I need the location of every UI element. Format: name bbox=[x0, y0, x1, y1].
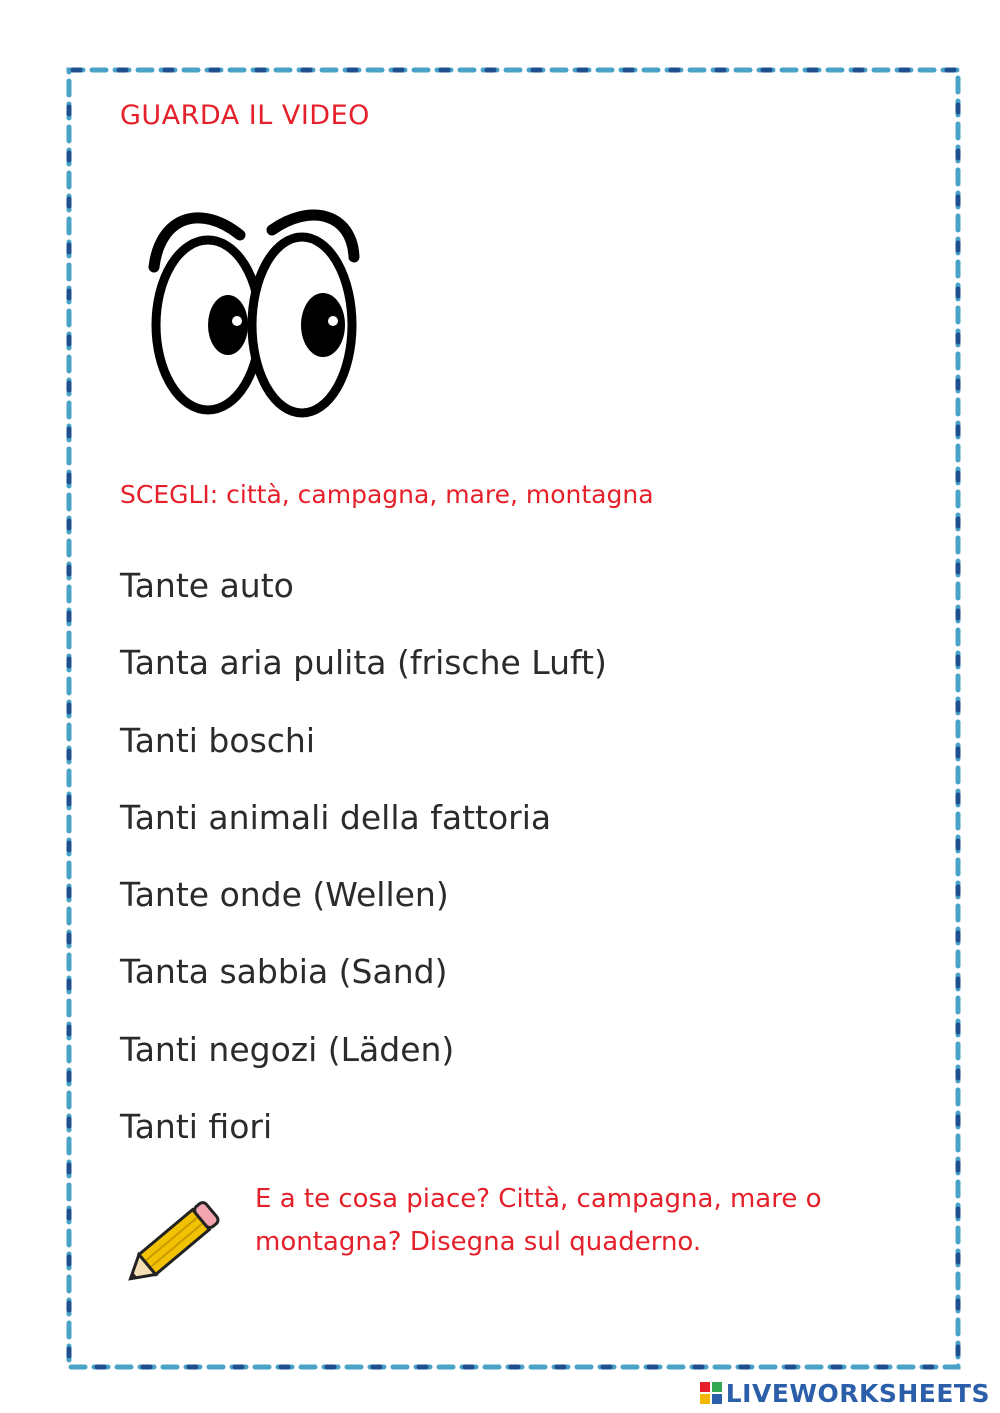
question-line-2: montagna? Disegna sul quaderno. bbox=[255, 1227, 702, 1257]
liveworksheets-brand bbox=[699, 1377, 990, 1409]
eyes-illustration bbox=[140, 195, 370, 425]
list-item: Tanti boschi bbox=[120, 720, 315, 760]
page-title: GUARDA IL VIDEO bbox=[120, 100, 370, 131]
closing-question bbox=[255, 1178, 895, 1264]
list-item: Tanti animali della fattoria bbox=[120, 797, 552, 837]
list-item: Tanti negozi (Läden) bbox=[120, 1029, 455, 1069]
instruction-text: SCEGLI: città, campagna, mare, montagna bbox=[120, 480, 654, 509]
list-item: Tanta sabbia (Sand) bbox=[120, 952, 448, 992]
list-item: Tante onde (Wellen) bbox=[120, 875, 449, 915]
list-item: Tante auto bbox=[120, 566, 294, 605]
liveworksheets-logo bbox=[699, 1381, 723, 1405]
statement-list bbox=[120, 562, 607, 1180]
question-line-1: E a te cosa piace? Città, campagna, mare o bbox=[255, 1184, 822, 1214]
list-item: Tanti fiori bbox=[120, 1107, 273, 1147]
pencil-icon bbox=[120, 1188, 230, 1293]
list-item: Tanta aria pulita (frische Luft) bbox=[120, 643, 607, 683]
brand-name: LIVEWORKSHEETS bbox=[725, 1378, 990, 1408]
